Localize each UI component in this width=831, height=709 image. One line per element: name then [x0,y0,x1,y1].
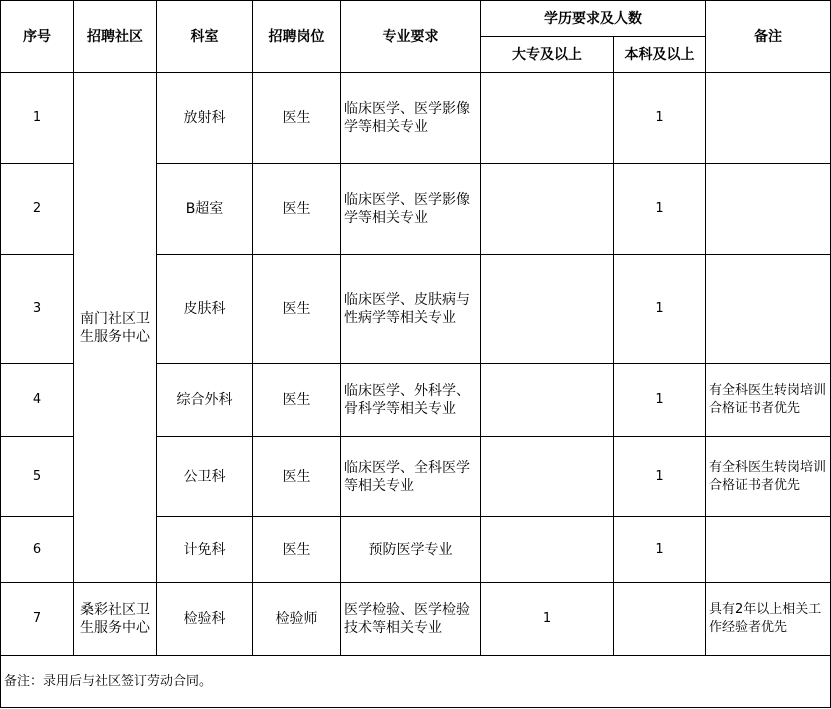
cell-college [481,364,614,437]
cell-college [481,437,614,517]
cell-seq: 2 [1,164,74,255]
cell-seq: 7 [1,583,74,656]
cell-remark [706,517,831,583]
header-dept: 科室 [157,1,253,73]
cell-position: 医生 [253,73,341,164]
cell-seq: 4 [1,364,74,437]
header-seq: 序号 [1,1,74,73]
cell-college [481,73,614,164]
header-community: 招聘社区 [74,1,157,73]
cell-dept: 检验科 [157,583,253,656]
cell-major: 临床医学、医学影像学等相关专业 [341,73,481,164]
header-edu-bachelor: 本科及以上 [614,37,706,73]
header-position: 招聘岗位 [253,1,341,73]
cell-remark: 有全科医生转岗培训合格证书者优先 [706,364,831,437]
cell-position: 医生 [253,437,341,517]
cell-position: 医生 [253,517,341,583]
cell-remark [706,164,831,255]
cell-remark: 有全科医生转岗培训合格证书者优先 [706,437,831,517]
cell-dept: 综合外科 [157,364,253,437]
cell-major: 临床医学、全科医学等相关专业 [341,437,481,517]
cell-seq: 3 [1,255,74,364]
cell-dept: 计免科 [157,517,253,583]
cell-major: 医学检验、医学检验技术等相关专业 [341,583,481,656]
cell-bachelor [614,583,706,656]
cell-college [481,255,614,364]
cell-position: 检验师 [253,583,341,656]
cell-community-sangcai: 桑彩社区卫生服务中心 [74,583,157,656]
header-major: 专业要求 [341,1,481,73]
footer-note: 备注：录用后与社区签订劳动合同。 [1,656,831,708]
table-row [1,73,831,164]
header-edu-college: 大专及以上 [481,37,614,73]
cell-seq: 6 [1,517,74,583]
cell-dept: 放射科 [157,73,253,164]
cell-remark: 具有2年以上相关工作经验者优先 [706,583,831,656]
table-row [1,583,831,656]
cell-bachelor: 1 [614,517,706,583]
cell-college [481,164,614,255]
header-remark: 备注 [706,1,831,73]
cell-major: 临床医学、医学影像学等相关专业 [341,164,481,255]
cell-position: 医生 [253,364,341,437]
cell-community-nanmen: 南门社区卫生服务中心 [74,73,157,583]
cell-bachelor: 1 [614,364,706,437]
cell-position: 医生 [253,164,341,255]
cell-major: 临床医学、皮肤病与性病学等相关专业 [341,255,481,364]
cell-major: 预防医学专业 [341,517,481,583]
header-education-group: 学历要求及人数 [481,1,706,37]
cell-major: 临床医学、外科学、骨科学等相关专业 [341,364,481,437]
cell-bachelor: 1 [614,164,706,255]
cell-dept: 皮肤科 [157,255,253,364]
cell-remark [706,255,831,364]
cell-college: 1 [481,583,614,656]
cell-college [481,517,614,583]
cell-remark [706,73,831,164]
cell-bachelor: 1 [614,255,706,364]
cell-seq: 5 [1,437,74,517]
cell-position: 医生 [253,255,341,364]
cell-seq: 1 [1,73,74,164]
cell-bachelor: 1 [614,73,706,164]
cell-dept: 公卫科 [157,437,253,517]
cell-dept: B超室 [157,164,253,255]
cell-bachelor: 1 [614,437,706,517]
